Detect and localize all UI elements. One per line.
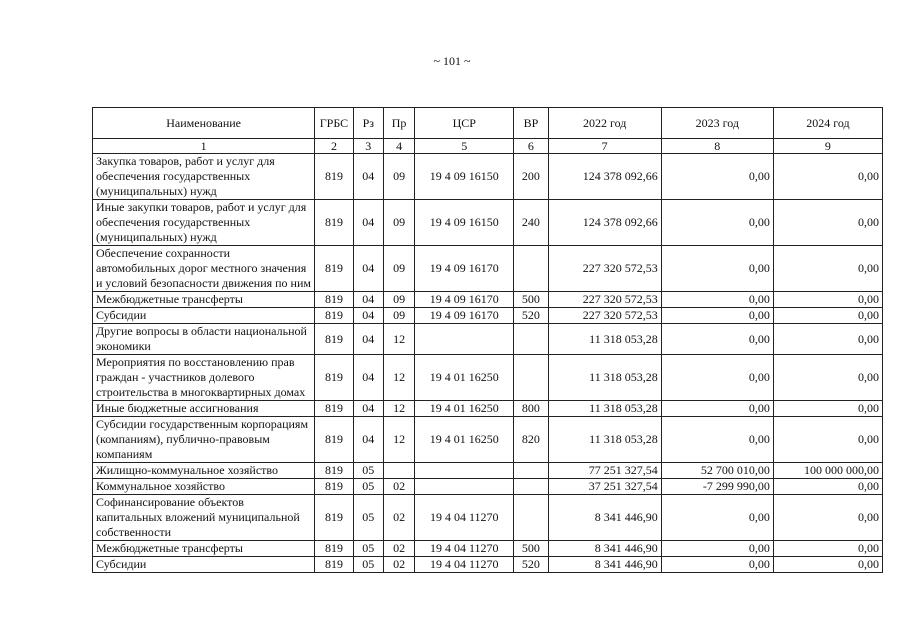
- cell-2022: 124 378 092,66: [548, 200, 661, 246]
- cell-vr: [514, 495, 548, 541]
- cell-2022: 227 320 572,53: [548, 292, 661, 308]
- cell-vr: 200: [514, 154, 548, 200]
- table-row: [93, 154, 883, 200]
- cell-2022: 11 318 053,28: [548, 355, 661, 401]
- cell-2022: 124 378 092,66: [548, 154, 661, 200]
- cell-rz: 05: [353, 479, 383, 495]
- cell-vr: 500: [514, 541, 548, 557]
- cell-pr: 02: [383, 479, 414, 495]
- cell-rz: 04: [353, 154, 383, 200]
- cell-2024: 0,00: [773, 308, 882, 324]
- cell-grbs: 819: [315, 541, 353, 557]
- cell-rz: 04: [353, 417, 383, 463]
- cell-grbs: 819: [315, 292, 353, 308]
- col-number: 2: [315, 139, 353, 154]
- cell-rz: 04: [353, 324, 383, 355]
- cell-2022: 11 318 053,28: [548, 401, 661, 417]
- cell-vr: 500: [514, 292, 548, 308]
- cell-rz: 04: [353, 246, 383, 292]
- cell-2023: 0,00: [661, 154, 773, 200]
- cell-name: Обеспечение сохранности автомобильных дорог местного значения и условий безопасности движения по ним: [93, 246, 315, 292]
- col-number: 5: [415, 139, 514, 154]
- cell-2022: 37 251 327,54: [548, 479, 661, 495]
- table-row: [93, 463, 883, 479]
- cell-2023: 0,00: [661, 541, 773, 557]
- col-number: 3: [353, 139, 383, 154]
- cell-2022: 11 318 053,28: [548, 417, 661, 463]
- cell-2022: 8 341 446,90: [548, 495, 661, 541]
- col-header-2024: 2024 год: [773, 108, 882, 139]
- cell-2023: 0,00: [661, 308, 773, 324]
- cell-csr: 19 4 09 16170: [415, 246, 514, 292]
- cell-grbs: 819: [315, 417, 353, 463]
- cell-name: Межбюджетные трансферты: [93, 292, 315, 308]
- cell-csr: 19 4 01 16250: [415, 417, 514, 463]
- col-header-vr: ВР: [514, 108, 548, 139]
- cell-rz: 04: [353, 401, 383, 417]
- cell-name: Субсидии государственным корпорациям (компаниям), публично-правовым компаниям: [93, 417, 315, 463]
- cell-2023: 0,00: [661, 246, 773, 292]
- cell-pr: 09: [383, 292, 414, 308]
- cell-2023: 0,00: [661, 401, 773, 417]
- cell-grbs: 819: [315, 495, 353, 541]
- table-row: [93, 495, 883, 541]
- cell-name: Иные закупки товаров, работ и услуг для обеспечения государственных (муниципальных) нужд: [93, 200, 315, 246]
- cell-grbs: 819: [315, 308, 353, 324]
- cell-2024: 0,00: [773, 417, 882, 463]
- cell-rz: 04: [353, 292, 383, 308]
- cell-pr: 09: [383, 154, 414, 200]
- col-header-2023: 2023 год: [661, 108, 773, 139]
- cell-2022: 227 320 572,53: [548, 308, 661, 324]
- cell-2023: -7 299 990,00: [661, 479, 773, 495]
- table-row: [93, 292, 883, 308]
- col-header-csr: ЦСР: [415, 108, 514, 139]
- cell-2022: 77 251 327,54: [548, 463, 661, 479]
- cell-csr: [415, 479, 514, 495]
- cell-2024: 100 000 000,00: [773, 463, 882, 479]
- cell-pr: [383, 463, 414, 479]
- cell-rz: 04: [353, 200, 383, 246]
- cell-name: Межбюджетные трансферты: [93, 541, 315, 557]
- cell-2024: 0,00: [773, 401, 882, 417]
- cell-pr: 09: [383, 200, 414, 246]
- cell-rz: 05: [353, 557, 383, 573]
- cell-grbs: 819: [315, 246, 353, 292]
- cell-name: Субсидии: [93, 557, 315, 573]
- cell-grbs: 819: [315, 324, 353, 355]
- cell-csr: 19 4 09 16150: [415, 154, 514, 200]
- cell-vr: [514, 246, 548, 292]
- cell-name: Мероприятия по восстановлению прав граждан - участников долевого строительства в многоквартирных домах: [93, 355, 315, 401]
- cell-vr: 800: [514, 401, 548, 417]
- cell-2024: 0,00: [773, 324, 882, 355]
- cell-csr: 19 4 01 16250: [415, 355, 514, 401]
- budget-table: [92, 107, 883, 573]
- cell-pr: 02: [383, 495, 414, 541]
- cell-csr: [415, 463, 514, 479]
- cell-2024: 0,00: [773, 541, 882, 557]
- col-header-rz: Рз: [353, 108, 383, 139]
- table-row: [93, 308, 883, 324]
- cell-2024: 0,00: [773, 154, 882, 200]
- cell-csr: 19 4 04 11270: [415, 541, 514, 557]
- cell-rz: 04: [353, 355, 383, 401]
- table-row: [93, 200, 883, 246]
- cell-grbs: 819: [315, 200, 353, 246]
- cell-2023: 0,00: [661, 495, 773, 541]
- cell-vr: [514, 479, 548, 495]
- page-number: ~ 101 ~: [433, 54, 471, 68]
- cell-rz: 05: [353, 495, 383, 541]
- cell-vr: 520: [514, 308, 548, 324]
- cell-csr: 19 4 01 16250: [415, 401, 514, 417]
- table-row: [93, 401, 883, 417]
- cell-pr: 12: [383, 324, 414, 355]
- table-row: [93, 417, 883, 463]
- cell-pr: 12: [383, 355, 414, 401]
- cell-pr: 09: [383, 246, 414, 292]
- cell-2024: 0,00: [773, 355, 882, 401]
- cell-grbs: 819: [315, 463, 353, 479]
- col-header-name: Наименование: [93, 108, 315, 139]
- cell-name: Другие вопросы в области национальной экономики: [93, 324, 315, 355]
- col-number: 6: [514, 139, 548, 154]
- cell-name: Жилищно-коммунальное хозяйство: [93, 463, 315, 479]
- cell-2022: 8 341 446,90: [548, 557, 661, 573]
- cell-csr: 19 4 04 11270: [415, 557, 514, 573]
- cell-name: Коммунальное хозяйство: [93, 479, 315, 495]
- col-number: 7: [548, 139, 661, 154]
- cell-vr: [514, 355, 548, 401]
- col-number: 9: [773, 139, 882, 154]
- cell-grbs: 819: [315, 479, 353, 495]
- cell-rz: 05: [353, 463, 383, 479]
- cell-2023: 0,00: [661, 557, 773, 573]
- cell-csr: 19 4 09 16170: [415, 292, 514, 308]
- cell-2022: 227 320 572,53: [548, 246, 661, 292]
- table-row: [93, 246, 883, 292]
- table-row: [93, 479, 883, 495]
- cell-name: Софинансирование объектов капитальных вложений муниципальной собственности: [93, 495, 315, 541]
- cell-vr: [514, 463, 548, 479]
- col-number: 8: [661, 139, 773, 154]
- cell-pr: 02: [383, 541, 414, 557]
- cell-2023: 0,00: [661, 355, 773, 401]
- table-row: [93, 557, 883, 573]
- col-header-grbs: ГРБС: [315, 108, 353, 139]
- table-row: [93, 324, 883, 355]
- cell-rz: 04: [353, 308, 383, 324]
- cell-grbs: 819: [315, 355, 353, 401]
- col-number: 4: [383, 139, 414, 154]
- cell-csr: 19 4 09 16150: [415, 200, 514, 246]
- column-number-row: [93, 139, 883, 154]
- cell-grbs: 819: [315, 401, 353, 417]
- cell-2022: 11 318 053,28: [548, 324, 661, 355]
- cell-2024: 0,00: [773, 292, 882, 308]
- cell-pr: 12: [383, 417, 414, 463]
- cell-grbs: 819: [315, 557, 353, 573]
- cell-2024: 0,00: [773, 479, 882, 495]
- cell-csr: 19 4 04 11270: [415, 495, 514, 541]
- cell-2023: 52 700 010,00: [661, 463, 773, 479]
- cell-name: Закупка товаров, работ и услуг для обеспечения государственных (муниципальных) нужд: [93, 154, 315, 200]
- cell-2023: 0,00: [661, 417, 773, 463]
- cell-csr: [415, 324, 514, 355]
- cell-name: Субсидии: [93, 308, 315, 324]
- cell-csr: 19 4 09 16170: [415, 308, 514, 324]
- cell-pr: 02: [383, 557, 414, 573]
- col-number: 1: [93, 139, 315, 154]
- cell-grbs: 819: [315, 154, 353, 200]
- cell-2022: 8 341 446,90: [548, 541, 661, 557]
- cell-2023: 0,00: [661, 200, 773, 246]
- cell-vr: [514, 324, 548, 355]
- cell-2023: 0,00: [661, 324, 773, 355]
- cell-vr: 820: [514, 417, 548, 463]
- cell-2024: 0,00: [773, 200, 882, 246]
- cell-2024: 0,00: [773, 246, 882, 292]
- cell-2024: 0,00: [773, 495, 882, 541]
- cell-vr: 520: [514, 557, 548, 573]
- col-header-2022: 2022 год: [548, 108, 661, 139]
- cell-2023: 0,00: [661, 292, 773, 308]
- cell-vr: 240: [514, 200, 548, 246]
- table-row: [93, 541, 883, 557]
- cell-name: Иные бюджетные ассигнования: [93, 401, 315, 417]
- header-row: [93, 108, 883, 139]
- cell-pr: 09: [383, 308, 414, 324]
- table-row: [93, 355, 883, 401]
- cell-pr: 12: [383, 401, 414, 417]
- cell-2024: 0,00: [773, 557, 882, 573]
- cell-rz: 05: [353, 541, 383, 557]
- col-header-pr: Пр: [383, 108, 414, 139]
